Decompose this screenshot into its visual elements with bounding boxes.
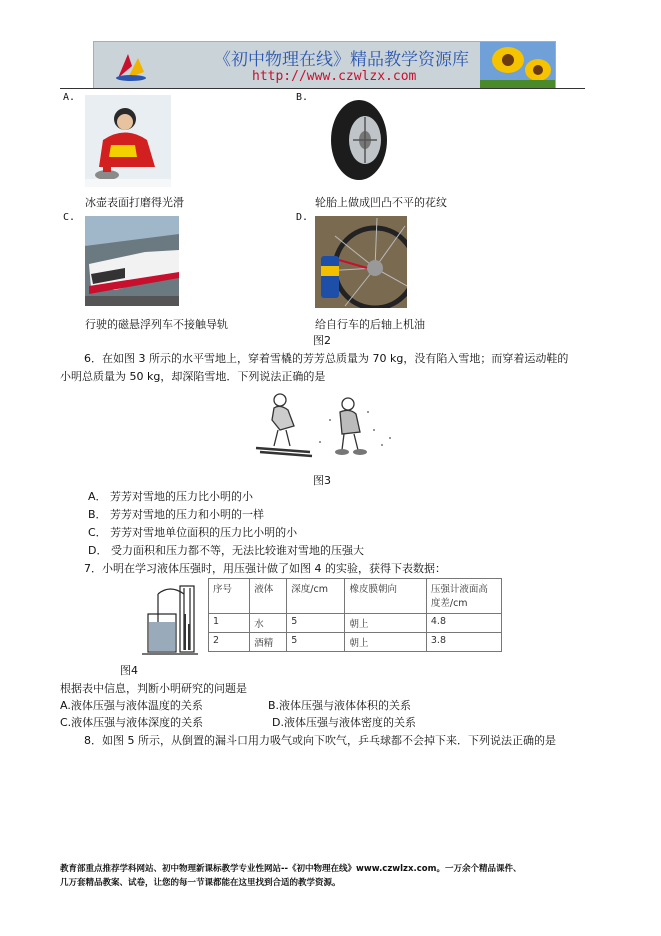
footer-line1: 教育部重点推荐学科网站、初中物理新课标教学专业性网站--《初中物理在线》www.czwlzx.com。一万余个精品课件、: [60, 864, 522, 874]
site-url[interactable]: http://www.czwlzx.com: [252, 69, 417, 84]
footer-line2: 几万套精品教案、试卷，让您的每一节课都能在这里找到合适的教学资源。: [60, 878, 341, 888]
header-rule: [60, 88, 585, 89]
option-caption-b: 轮胎上做成凹凸不平的花纹: [315, 196, 447, 209]
option-caption-a: 冰壶表面打磨得光滑: [85, 196, 184, 209]
q7-intro: 7．小明在学习液体压强时，用压强计做了如图 4 的实验，获得下表数据：: [84, 562, 446, 575]
figure2-label: 图2: [313, 334, 331, 347]
table-cell: 酒精: [250, 633, 287, 652]
q8-text: 8．如图 5 所示，从倒置的漏斗口用力吸气或向下吹气，乒乓球都不会掉下来．下列说法正确的是: [84, 734, 556, 747]
table-header-cell: 橡皮膜朝向: [345, 579, 426, 614]
site-logo: [114, 48, 148, 82]
header-banner: [93, 41, 556, 89]
table-row: [209, 633, 502, 652]
q7-question: 根据表中信息，判断小明研究的问题是: [60, 682, 247, 695]
curling-photo: [85, 95, 171, 187]
option-caption-c: 行驶的磁悬浮列车不接触导轨: [85, 318, 228, 331]
option-caption-d: 给自行车的后轴上机油: [315, 318, 425, 331]
site-title: 《初中物理在线》精品教学资源库: [214, 50, 469, 70]
q6-option-d: D． 受力面积和压力都不等，无法比较谁对雪地的压强大: [88, 544, 364, 557]
figure3-label: 图3: [313, 474, 331, 487]
table-header-cell: 序号: [209, 579, 250, 614]
q7-option-b: B.液体压强与液体体积的关系: [268, 699, 412, 712]
table-header-cell: 液体: [250, 579, 287, 614]
snow-skiers-illustration: [250, 390, 400, 458]
bicycle-axle-photo: [315, 216, 407, 308]
table-cell: 朝上: [345, 633, 426, 652]
table-cell: 5: [287, 614, 345, 633]
tire-photo: [315, 95, 403, 185]
table-cell: 朝上: [345, 614, 426, 633]
q6-line1: 6．在如图 3 所示的水平雪地上，穿着雪橇的芳芳总质量为 70 kg，没有陷入雪地；而穿着运动鞋的: [84, 352, 569, 365]
table-cell: 2: [209, 633, 250, 652]
table-cell: 水: [250, 614, 287, 633]
table-cell: 1: [209, 614, 250, 633]
q6-line2: 小明总质量为 50 kg，却深陷雪地．下列说法正确的是: [60, 370, 326, 383]
table-cell: 3.8: [426, 633, 501, 652]
option-letter-d: D.: [296, 212, 309, 223]
q6-option-a: A． 芳芳对雪地的压力比小明的小: [88, 490, 254, 503]
table-header-cell: 深度/cm: [287, 579, 345, 614]
figure4-label: 图4: [120, 664, 138, 677]
sunflower-image: [480, 42, 555, 88]
q6-option-b: B． 芳芳对雪地的压力和小明的一样: [88, 508, 265, 521]
maglev-train-photo: [85, 216, 179, 306]
pressure-gauge-diagram: [140, 580, 200, 658]
option-letter-c: C.: [63, 212, 76, 223]
q7-option-a: A.液体压强与液体温度的关系: [60, 699, 203, 712]
option-letter-b: B.: [296, 92, 309, 103]
table-row: [209, 614, 502, 633]
option-letter-a: A.: [63, 92, 76, 103]
table-header-row: [209, 579, 502, 614]
pressure-data-table: [208, 578, 502, 652]
table-cell: 4.8: [426, 614, 501, 633]
q7-option-d: D.液体压强与液体密度的关系: [272, 716, 416, 729]
table-header-cell: 压强计液面高度差/cm: [426, 579, 501, 614]
table-cell: 5: [287, 633, 345, 652]
q6-option-c: C． 芳芳对雪地单位面积的压力比小明的小: [88, 526, 298, 539]
q7-option-c: C.液体压强与液体深度的关系: [60, 716, 204, 729]
